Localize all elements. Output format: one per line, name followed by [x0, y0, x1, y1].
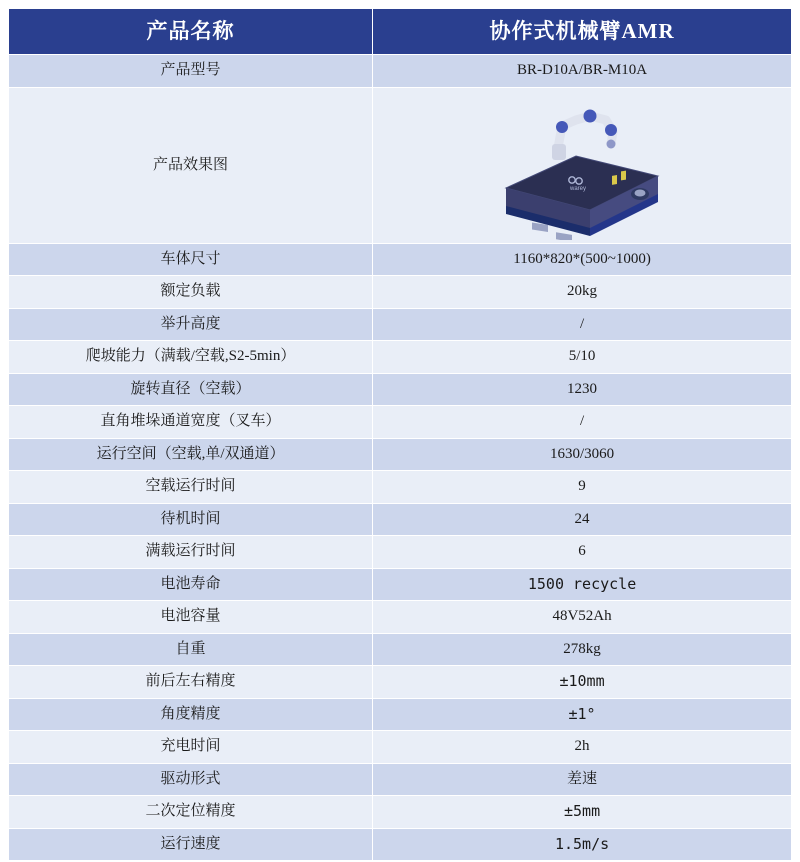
row-value: /: [373, 308, 792, 341]
row-value: 1630/3060: [373, 438, 792, 471]
table-row: [9, 731, 792, 764]
row-label: 前后左右精度: [9, 666, 373, 699]
row-label: 电池容量: [9, 601, 373, 634]
table-row: [9, 698, 792, 731]
table-row: [9, 55, 792, 88]
table-header-row: [9, 9, 792, 55]
table-row: [9, 503, 792, 536]
row-label: 车体尺寸: [9, 243, 373, 276]
row-value: BR-D10A/BR-M10A: [373, 55, 792, 88]
table-row: [9, 763, 792, 796]
table-row: [9, 373, 792, 406]
row-label: 电池寿命: [9, 568, 373, 601]
robot-illustration: [373, 88, 791, 243]
row-label: 驱动形式: [9, 763, 373, 796]
table-row: [9, 243, 792, 276]
table-row: [9, 308, 792, 341]
table-row: [9, 568, 792, 601]
row-label: 充电时间: [9, 731, 373, 764]
table-row: [9, 276, 792, 309]
row-value: 48V52Ah: [373, 601, 792, 634]
header-label-cell: 产品名称: [9, 9, 373, 55]
table-row: [9, 601, 792, 634]
row-value-image: [373, 87, 792, 243]
row-label: 旋转直径（空载）: [9, 373, 373, 406]
table-row: [9, 438, 792, 471]
table-row: [9, 536, 792, 569]
row-value: 5/10: [373, 341, 792, 374]
product-spec-table: [8, 8, 792, 861]
table-row: [9, 406, 792, 439]
table-row-image: [9, 87, 792, 243]
row-label: 额定负载: [9, 276, 373, 309]
row-value: ±5mm: [373, 796, 792, 829]
row-label: 空载运行时间: [9, 471, 373, 504]
row-value: 24: [373, 503, 792, 536]
row-value: 1.5m/s: [373, 828, 792, 861]
table-row: [9, 633, 792, 666]
table-row: [9, 471, 792, 504]
row-value: ±10mm: [373, 666, 792, 699]
row-label: 待机时间: [9, 503, 373, 536]
table-row: [9, 666, 792, 699]
row-label: 自重: [9, 633, 373, 666]
row-label: 运行空间（空载,单/双通道）: [9, 438, 373, 471]
table-row: [9, 341, 792, 374]
row-label: 满载运行时间: [9, 536, 373, 569]
table-row: [9, 796, 792, 829]
row-value: 差速: [373, 763, 792, 796]
row-value: 278kg: [373, 633, 792, 666]
row-value: /: [373, 406, 792, 439]
row-label: 产品效果图: [9, 87, 373, 243]
row-value: 1160*820*(500~1000): [373, 243, 792, 276]
row-label: 角度精度: [9, 698, 373, 731]
row-value: 1500 recycle: [373, 568, 792, 601]
row-label: 运行速度: [9, 828, 373, 861]
header-value-cell: 协作式机械臂AMR: [373, 9, 792, 55]
row-value: 6: [373, 536, 792, 569]
row-value: 20kg: [373, 276, 792, 309]
row-value: 9: [373, 471, 792, 504]
spec-table-body: [9, 9, 792, 861]
table-row: [9, 828, 792, 861]
robot-amr-icon: [472, 90, 692, 240]
row-label: 爬坡能力（满载/空载,S2-5min）: [9, 341, 373, 374]
row-label: 举升高度: [9, 308, 373, 341]
svg-text:warey: warey: [570, 186, 587, 193]
row-value: 2h: [373, 731, 792, 764]
row-label: 直角堆垛通道宽度（叉车）: [9, 406, 373, 439]
row-value: ±1°: [373, 698, 792, 731]
row-label: 产品型号: [9, 55, 373, 88]
row-value: 1230: [373, 373, 792, 406]
row-label: 二次定位精度: [9, 796, 373, 829]
